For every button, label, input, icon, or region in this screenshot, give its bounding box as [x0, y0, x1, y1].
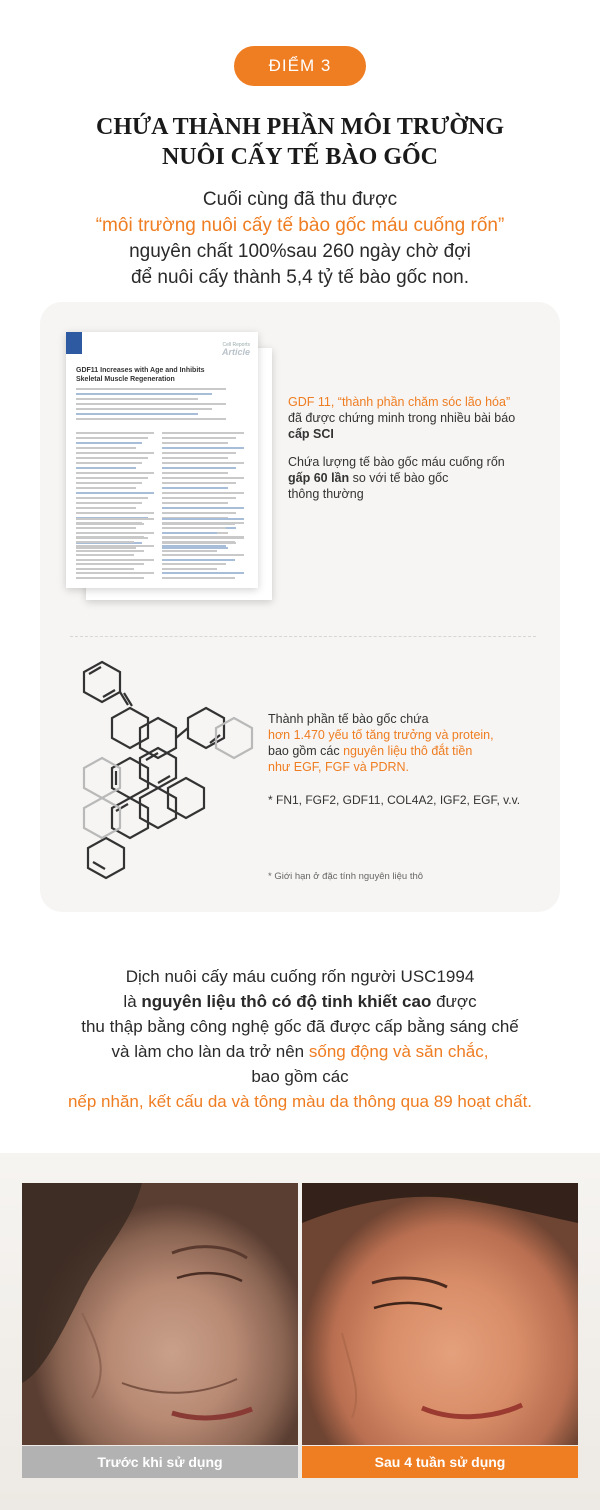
paper-text-line	[162, 568, 217, 570]
paper-text-line	[162, 467, 236, 469]
point-badge: ĐIỂM 3	[234, 46, 366, 86]
paper-text-line	[76, 437, 148, 439]
intro-highlight: “môi trường nuôi cấy tế bào gốc máu cuống rốn”	[95, 215, 505, 236]
paper-text-line	[76, 482, 142, 484]
paper-text-line	[76, 487, 136, 489]
body-line-5: bao gồm các	[251, 1067, 349, 1086]
paper-text-line	[76, 413, 198, 415]
dashed-divider	[70, 636, 536, 637]
body-line-3: thu thập bằng công nghệ gốc đã được cấp bằng sáng chế	[81, 1017, 519, 1036]
paper-text-line	[76, 447, 136, 449]
body-line-2-prefix: là	[123, 992, 137, 1011]
paper-text-line	[162, 447, 244, 449]
paper-text-line	[76, 554, 134, 556]
paper-text-line	[76, 492, 154, 494]
stem-cell-text: Chứa lượng tế bào gốc máu cuống rốn	[288, 455, 505, 469]
paper-title: GDF11 Increases with Age and Inhibits Skeletal Muscle Regeneration	[76, 367, 205, 383]
paper-text-line	[162, 482, 236, 484]
paper-text-line	[76, 418, 226, 420]
headline-line-2: NUÔI CẤY TẾ BÀO GỐC	[161, 144, 439, 170]
paper-text-line	[162, 487, 228, 489]
intro-line-3: nguyên chất 100%sau 260 ngày chờ đợi	[129, 241, 471, 262]
paper-text-line	[76, 559, 154, 561]
paper-text-line	[76, 536, 144, 538]
intro-paragraph	[0, 187, 600, 291]
usc1994-paragraph	[0, 964, 600, 1114]
stem-cell-multiplier: gấp 60 lần	[288, 471, 350, 485]
footnote: * Giới hạn ở đặc tính nguyên liệu thô	[268, 871, 424, 882]
growth-line-3-prefix: bao gồm các	[268, 744, 340, 758]
paper-text-line	[76, 472, 154, 474]
article-type: Article	[221, 347, 250, 357]
after-label: Sau 4 tuần sử dụng	[302, 1446, 578, 1478]
ingredient-list: * FN1, FGF2, GDF11, COL4A2, IGF2, EGF, v.v.	[268, 793, 521, 807]
feature-gdf11	[288, 394, 548, 502]
paper-text-line	[76, 577, 144, 579]
before-label: Trước khi sử dụng	[22, 1446, 298, 1478]
research-paper-image	[66, 332, 258, 588]
journal-header	[222, 342, 250, 358]
paper-text-line	[76, 518, 154, 520]
before-photo	[22, 1183, 298, 1445]
paper-text-line	[162, 472, 228, 474]
paper-text-line	[162, 502, 228, 504]
paper-text-line	[162, 577, 235, 579]
paper-text-line	[162, 432, 244, 434]
paper-text-line	[76, 512, 154, 514]
paper-text-line	[76, 457, 148, 459]
paper-text-line	[76, 532, 154, 534]
gdf11-sci-label: cấp SCI	[288, 427, 334, 441]
paper-text-line	[76, 523, 144, 525]
after-photo	[302, 1183, 578, 1445]
paper-text-line	[76, 452, 154, 454]
stem-cell-comparison: so với tế bào gốc	[352, 471, 449, 485]
molecule-structure-icon	[66, 650, 256, 890]
gdf11-text: đã được chứng minh trong nhiều bài báo	[288, 411, 516, 425]
growth-highlight-2b: như EGF, FGF và PDRN.	[268, 760, 410, 774]
paper-text-line	[162, 442, 228, 444]
paper-text-line	[162, 563, 226, 565]
body-line-2-suffix: được	[436, 992, 477, 1011]
growth-line-1: Thành phần tế bào gốc chứa	[268, 712, 429, 726]
paper-text-line	[76, 550, 144, 552]
body-line-4-highlight: sống động và săn chắc,	[308, 1042, 489, 1061]
paper-text-line	[162, 550, 217, 552]
gdf11-highlight: GDF 11, “thành phần chăm sóc lão hóa”	[288, 395, 511, 409]
journal-name: Cell Reports	[222, 342, 250, 348]
paper-text-line	[162, 527, 226, 529]
intro-line-4: để nuôi cấy thành 5,4 tỷ tế bào gốc non.	[130, 267, 470, 288]
paper-text-line	[162, 559, 235, 561]
paper-text-line	[76, 393, 212, 395]
paper-text-line	[76, 477, 148, 479]
growth-highlight-1: hơn 1.470 yếu tố tăng trưởng và protein,	[268, 728, 494, 742]
paper-text-line	[76, 462, 142, 464]
section-headline	[0, 112, 600, 172]
body-line-1: Dịch nuôi cấy máu cuống rốn người USC1994	[125, 967, 475, 986]
stem-cell-end: thông thường	[288, 487, 364, 501]
paper-text-line	[76, 408, 212, 410]
paper-text-line	[162, 492, 244, 494]
paper-text-line	[76, 545, 154, 547]
before-face-illustration	[22, 1183, 298, 1445]
paper-text-line	[162, 532, 217, 534]
paper-text-line	[76, 502, 142, 504]
paper-text-line	[162, 572, 244, 574]
paper-text-line	[76, 563, 144, 565]
paper-text-line	[76, 403, 226, 405]
paper-text-line	[76, 467, 136, 469]
paper-text-line	[162, 545, 226, 547]
body-line-2-bold: nguyên liệu thô có độ tinh khiết cao	[141, 992, 432, 1011]
paper-text-line	[162, 452, 236, 454]
feature-growth-factors	[268, 711, 548, 775]
paper-text-line	[76, 398, 198, 400]
intro-line-1: Cuối cùng đã thu được	[202, 189, 398, 210]
paper-text-line	[76, 507, 136, 509]
paper-text-line	[76, 388, 226, 390]
paper-text-line	[76, 572, 154, 574]
paper-text-line	[162, 457, 228, 459]
paper-text-line	[162, 462, 244, 464]
paper-text-line	[162, 512, 236, 514]
paper-text-line	[162, 541, 235, 543]
headline-line-1: CHỨA THÀNH PHẦN MÔI TRƯỜNG	[95, 114, 504, 140]
paper-text-line	[76, 497, 148, 499]
paper-text-line	[76, 527, 134, 529]
paper-text-line	[162, 437, 236, 439]
journal-logo	[66, 332, 82, 354]
paper-text-line	[76, 568, 134, 570]
body-line-4-prefix: và làm cho làn da trở nên	[111, 1042, 305, 1061]
paper-text-line	[162, 518, 244, 520]
paper-text-line	[162, 554, 244, 556]
paper-text-line	[162, 497, 236, 499]
paper-text-line	[162, 523, 235, 525]
paper-text-line	[162, 477, 244, 479]
paper-text-line	[162, 536, 244, 538]
paper-text-line	[76, 442, 142, 444]
growth-highlight-2a: nguyên liệu thô đắt tiền	[343, 744, 473, 758]
paper-text-line	[76, 432, 154, 434]
body-line-6-highlight: nếp nhăn, kết cấu da và tông màu da thông qua 89 hoạt chất.	[67, 1092, 533, 1111]
paper-text-line	[162, 507, 244, 509]
after-face-illustration	[302, 1183, 578, 1445]
paper-text-line	[76, 541, 134, 543]
